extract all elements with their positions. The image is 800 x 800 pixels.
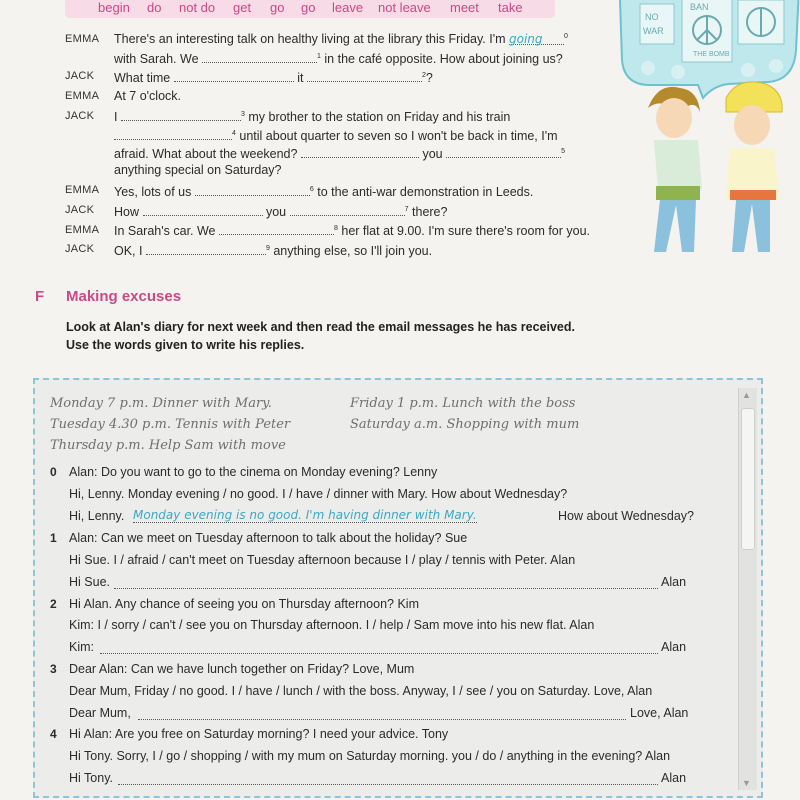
reply-start: Hi Sue. — [69, 575, 110, 589]
dialogue-line: her flat at 9.00. I'm sure there's room for you. — [341, 224, 591, 238]
sign-ban-the-bomb: BAN — [690, 2, 709, 12]
word-option: do — [147, 0, 162, 15]
answer-blank[interactable] — [446, 145, 561, 158]
answer-blank[interactable] — [195, 183, 310, 196]
speaker-label: EMMA — [65, 224, 100, 236]
dialogue-text — [114, 50, 563, 66]
section-letter: F — [35, 288, 45, 305]
speaker-label: JACK — [65, 204, 95, 216]
dialogue-line: with Sarah. We — [114, 52, 199, 66]
reply-prompt: Kim: I / sorry / can't / see you on Thursday afternoon. I / help / Sam move into his new flat. Alan — [69, 618, 595, 632]
dialogue-line: until about quarter to seven so I won't be back in time, I'm — [239, 129, 558, 143]
protest-illustration — [618, 0, 800, 260]
blank-number: 0 — [564, 32, 568, 40]
svg-text:THE BOMB: THE BOMB — [693, 51, 730, 58]
blank-number: 6 — [309, 185, 314, 193]
answer-blank[interactable] — [121, 108, 241, 121]
word-option: meet — [450, 0, 479, 15]
exercise-number: 1 — [50, 531, 57, 545]
speaker-label: JACK — [65, 243, 95, 255]
reply-input[interactable] — [114, 576, 658, 589]
diary-entry: Tuesday 4.30 p.m. Tennis with Peter — [50, 417, 291, 432]
scroll-up-icon[interactable]: ▲ — [742, 390, 751, 400]
reply-input[interactable] — [118, 772, 658, 785]
sign-no-war: NO — [645, 12, 659, 22]
word-option: take — [498, 0, 523, 15]
email-message: Alan: Can we meet on Tuesday afternoon to talk about the holiday? Sue — [69, 531, 468, 545]
speaker-label: JACK — [65, 110, 95, 122]
blank-number: 7 — [404, 205, 409, 213]
speaker-label: EMMA — [65, 33, 100, 45]
dialogue-line: you — [265, 205, 287, 219]
dialogue-text — [114, 145, 565, 161]
example-answer: Monday evening is no good. I'm having dinner with Mary. — [133, 508, 477, 522]
blank-number: 8 — [334, 224, 338, 232]
dialogue-line: in the café opposite. How about joining us? — [324, 52, 563, 66]
answer-blank[interactable] — [290, 203, 405, 216]
svg-text:WAR: WAR — [643, 26, 664, 36]
word-option: not leave — [378, 0, 431, 15]
dialogue-line: I — [114, 110, 118, 124]
dialogue-line: Yes, lots of us — [114, 185, 192, 199]
answer-blank[interactable] — [114, 127, 232, 140]
reply-end: How about Wednesday? — [558, 509, 694, 523]
answer-blank[interactable] — [219, 222, 334, 235]
answer-blank[interactable] — [301, 145, 419, 158]
reply-end: Alan — [661, 575, 687, 589]
dialogue-text — [114, 108, 510, 124]
diary-entry: Thursday p.m. Help Sam with move — [50, 438, 286, 453]
diary-entry: Monday 7 p.m. Dinner with Mary. — [50, 396, 272, 411]
reply-prompt: Hi Tony. Sorry, I / go / shopping / with my mum on Saturday morning. you / do / anything in the evening? Alan — [69, 749, 671, 763]
example-answer: going — [509, 32, 543, 46]
reply-prompt: Hi Sue. I / afraid / can't meet on Tuesday afternoon because I / play / tennis with Peter. Alan — [69, 553, 576, 567]
dialogue-text — [114, 127, 558, 143]
word-box — [65, 0, 555, 18]
speaker-label: EMMA — [65, 90, 100, 102]
reply-end: Alan — [661, 771, 687, 785]
word-option: leave — [332, 0, 364, 15]
reply-start: Kim: — [69, 640, 94, 654]
blank-number: 9 — [265, 244, 270, 252]
reply-start: Hi, Lenny. — [69, 509, 125, 523]
reply-prompt: Dear Mum, Friday / no good. I / have / lunch / with the boss. Anyway, I / see / you on Saturday. Love, Alan — [69, 684, 653, 698]
email-message: Dear Alan: Can we have lunch together on Friday? Love, Mum — [69, 662, 415, 676]
answer-blank[interactable] — [146, 242, 266, 255]
answer-blank[interactable] — [509, 32, 564, 45]
blank-number: 3 — [240, 110, 245, 118]
reply-input[interactable] — [138, 707, 626, 720]
dialogue-line: to the anti-war demonstration in Leeds. — [317, 185, 534, 199]
scroll-down-icon[interactable]: ▼ — [742, 778, 751, 788]
dialogue-line: afraid. What about the weekend? — [114, 147, 298, 161]
dialogue-line: there? — [412, 205, 448, 219]
blank-number: 5 — [561, 147, 565, 155]
reply-input[interactable] — [100, 641, 658, 654]
dialogue-text — [114, 69, 433, 85]
answer-blank[interactable] — [202, 50, 317, 63]
dialogue-line: my brother to the station on Friday and his train — [248, 110, 511, 124]
section-instruction: Look at Alan's diary for next week and then read the email messages he has received. — [66, 320, 575, 334]
dialogue-line: ? — [425, 71, 433, 85]
blank-number: 1 — [317, 52, 321, 60]
dialogue-text — [114, 242, 432, 258]
word-option: begin — [98, 0, 130, 15]
word-option: get — [233, 0, 252, 15]
dialogue-text — [114, 222, 590, 238]
exercise-number: 0 — [50, 465, 57, 479]
dialogue-line: There's an interesting talk on healthy living at the library this Friday. I'm — [114, 32, 506, 46]
dialogue-line: At 7 o'clock. — [114, 89, 181, 103]
email-message: Hi Alan: Are you free on Saturday morning? I need your advice. Tony — [69, 727, 449, 741]
reply-start: Hi Tony. — [69, 771, 114, 785]
answer-blank[interactable] — [307, 69, 422, 82]
diary-entry: Friday 1 p.m. Lunch with the boss — [350, 396, 576, 411]
dialogue-line: OK, I — [114, 244, 143, 258]
dialogue-line: anything else, so I'll join you. — [273, 244, 433, 258]
blank-number: 4 — [232, 129, 236, 137]
exercise-number: 3 — [50, 662, 57, 676]
blank-number: 2 — [421, 71, 426, 79]
dialogue-line: In Sarah's car. We — [114, 224, 216, 238]
answer-blank[interactable] — [143, 203, 263, 216]
exercise-number: 2 — [50, 597, 57, 611]
section-instruction: Use the words given to write his replies. — [66, 338, 305, 352]
word-option: not do — [179, 0, 216, 15]
scrollbar-thumb[interactable] — [741, 408, 755, 550]
reply-start: Dear Mum, — [69, 706, 131, 720]
dialogue-line: How — [114, 205, 140, 219]
dialogue-line: you — [422, 147, 443, 161]
dialogue-text — [114, 203, 447, 219]
speaker-label: EMMA — [65, 184, 100, 196]
dialogue-line: it — [297, 71, 304, 85]
dialogue-text — [114, 32, 568, 46]
speaker-label: JACK — [65, 70, 95, 82]
word-option: go — [301, 0, 316, 15]
email-message: Alan: Do you want to go to the cinema on Monday evening? Lenny — [69, 465, 438, 479]
email-message: Hi Alan. Any chance of seeing you on Thursday afternoon? Kim — [69, 597, 419, 611]
reply-prompt: Hi, Lenny. Monday evening / no good. I / have / dinner with Mary. How about Wednesday? — [69, 487, 568, 501]
dialogue-text — [114, 183, 533, 199]
diary-entry: Saturday a.m. Shopping with mum — [350, 417, 580, 432]
exercise-number: 4 — [50, 727, 57, 741]
section-title: Making excuses — [66, 288, 182, 305]
reply-end: Love, Alan — [630, 706, 689, 720]
dialogue-line: What time — [114, 71, 171, 85]
answer-blank[interactable] — [174, 69, 294, 82]
word-option: go — [270, 0, 285, 15]
reply-end: Alan — [661, 640, 687, 654]
dialogue-line: anything special on Saturday? — [114, 163, 282, 177]
